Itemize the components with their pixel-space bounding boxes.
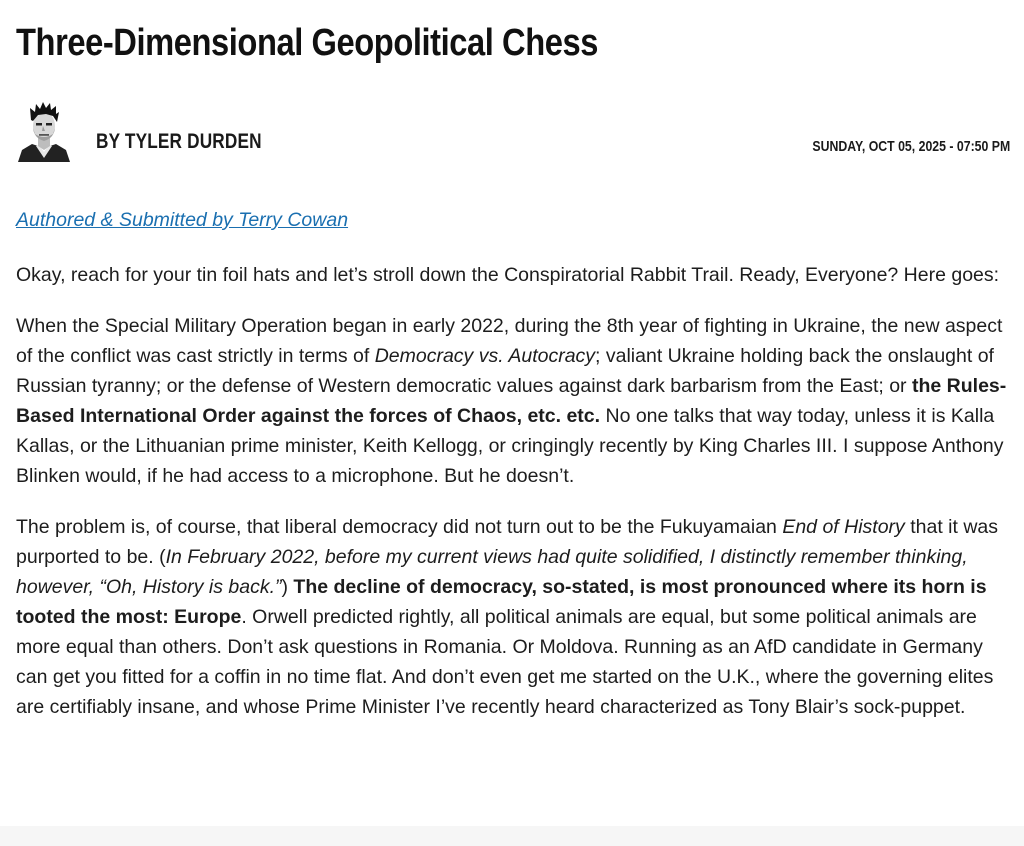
author-portrait-icon[interactable] (16, 100, 72, 162)
p2-bold-phrase: the Rules-Based International Order against the forces of Chaos, etc. etc. (16, 375, 1007, 427)
p2-text-e: No one talks that way today, unless it is Kalla Kallas, or the Lithuanian prime minister, Keith Kellogg, or cringingly recently by King Charles III. I suppose Anthony Blinken would, if he had access to a microphone. But he doesn’t. (16, 405, 1004, 487)
p3-bold-phrase: The decline of democracy, so-stated, is most pronounced where its horn is tooted the most: Europe (16, 576, 987, 628)
p3-text-a: The problem is, of course, that liberal democracy did not turn out to be the Fukuyamaian (16, 516, 783, 538)
article (16, 0, 1010, 718)
paragraph-1: Okay, reach for your tin foil hats and let’s stroll down the Conspiratorial Rabbit Trail. Ready, Everyone? Here goes: (16, 264, 1000, 286)
p3-text-c: that it was purported to be. ( (16, 516, 999, 568)
byline-row (16, 100, 1010, 164)
paragraph-2 (16, 311, 1010, 491)
p2-text-c: ; valiant Ukraine holding back the onslaught of Russian tyranny; or the defense of Western democratic values against dark barbarism from the East; or (16, 345, 994, 397)
p2-italic-term: Democracy vs. Autocracy (374, 345, 596, 367)
p2-text-a: When the Special Military Operation began in early 2022, during the 8th year of fighting in Ukraine, the new aspect of the conflict was cast strictly in terms of (16, 315, 1003, 367)
attribution-paragraph (16, 205, 1010, 235)
p3-italic-aside: In February 2022, before my current views had quite solidified, I distinctly remember thinking, however, “Oh, History is back.” (16, 546, 968, 598)
bottom-edge (0, 826, 1024, 846)
p3-text-e: ) (281, 576, 294, 598)
article-body (16, 205, 1010, 743)
p3-italic-title: End of History (782, 516, 905, 538)
paragraph-3 (16, 512, 1010, 722)
p3-text-g: . Orwell predicted rightly, all political animals are equal, but some political animals are more equal than others. Don’t ask questions in Romania. Or Moldova. Running as an AfD candidate in Germany can get you fitted for a coffin in no time flat. And don’t even get me started on the U.K., where the governing elites are certifiably insane, and whose Prime Minister I’ve recently heard characterized as Tony Blair’s sock-puppet. (16, 606, 994, 718)
publish-date: SUNDAY, OCT 05, 2025 - 07:50 PM (812, 138, 1010, 155)
article-title: Three-Dimensional Geopolitical Chess (16, 22, 598, 64)
author-link[interactable]: Authored & Submitted by Terry Cowan (16, 209, 349, 231)
author-byline[interactable]: BY TYLER DURDEN (96, 130, 262, 153)
